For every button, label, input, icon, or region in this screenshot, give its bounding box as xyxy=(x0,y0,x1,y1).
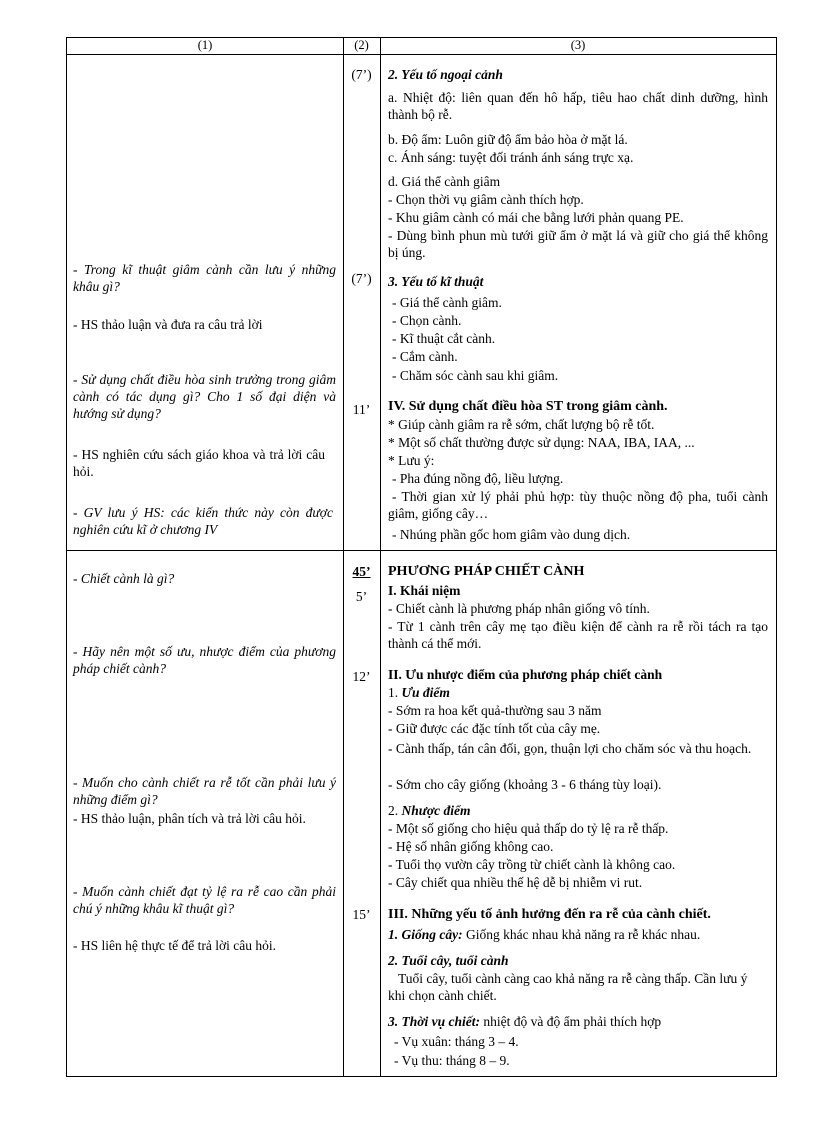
text-regulator-item: - Thời gian xử lý phải phủ hợp: tùy thuộc nồng độ pha, tuổi cành giâm, giống cây… xyxy=(388,489,768,521)
text-factor-season xyxy=(388,1013,661,1030)
time-label: (7’) xyxy=(351,67,372,82)
column-divider xyxy=(380,38,381,1076)
text-regulator-item: * Lưu ý: xyxy=(388,453,435,468)
text-factor-variety xyxy=(388,926,700,943)
answer-practice: - HS liên hệ thực tế để trả lời câu hỏi. xyxy=(73,938,277,953)
text-season-item: - Vụ thu: tháng 8 – 9. xyxy=(394,1053,510,1068)
factor-variety-label: 1. Giống cây: xyxy=(388,927,463,942)
answer-discussion: - HS thảo luận và đưa ra câu trả lời xyxy=(73,317,263,332)
factor-season-text: nhiệt độ và độ ẩm phải thích hợp xyxy=(480,1014,662,1029)
disadvantages-label: Nhược điểm xyxy=(401,803,471,818)
teacher-note: - GV lưu ý HS: các kiến thức này còn được nghiên cứu kĩ ở chương IV xyxy=(73,505,333,537)
heading-advantages xyxy=(388,684,450,701)
col2-header: (2) xyxy=(354,38,369,52)
text-season-item: - Vụ xuân: tháng 3 – 4. xyxy=(394,1034,519,1049)
question-definition: - Chiết cành là gì? xyxy=(73,571,175,586)
text-regulator-item: - Pha đúng nồng độ, liều lượng. xyxy=(392,471,564,486)
text-concept: - Từ 1 cành trên cây mẹ tạo điều kiện để cành ra rễ rồi tách ra tạo thành cá thể mới. xyxy=(388,619,768,651)
text-technical-item: - Kĩ thuật cắt cành. xyxy=(392,331,496,346)
text-substrate-item: - Chọn thời vụ giâm cành thích hợp. xyxy=(388,192,584,207)
col3-header: (3) xyxy=(570,38,586,52)
time-label: 5’ xyxy=(355,589,368,604)
text-advantage: - Sớm cho cây giống (khoảng 3 - 6 tháng tùy loại). xyxy=(388,777,662,792)
text-temperature: a. Nhiệt độ: liên quan đến hô hấp, tiêu hao chất dinh dưỡng, hình thành bộ rễ. xyxy=(388,90,768,122)
text-technical-item: - Chăm sóc cành sau khi giâm. xyxy=(392,368,559,383)
advantages-number: 1. xyxy=(388,685,399,700)
text-advantage: - Sớm ra hoa kết quả-thường sau 3 năm xyxy=(388,703,602,718)
text-concept: - Chiết cành là phương pháp nhân giống vô tính. xyxy=(388,601,650,616)
factor-variety-text: Giống khác nhau khả năng ra rễ khác nhau. xyxy=(462,927,701,942)
question-growth-regulator: - Sử dụng chất điều hòa sinh trưởng trong giâm cành có tác dụng gì? Cho 1 số đại diện và hướng sử dụng? xyxy=(73,372,336,421)
answer-analysis: - HS thảo luận, phân tích và trả lời câu hỏi. xyxy=(73,811,306,826)
factor-season-label: 3. Thời vụ chiết: xyxy=(388,1014,480,1029)
text-technical-item: - Cắm cành. xyxy=(392,349,458,364)
text-substrate-item: - Dùng bình phun mù tưới giữ ẩm ở mặt lá và giữ cho giá thể không bị úng. xyxy=(388,228,768,260)
header-divider xyxy=(67,54,776,55)
heading-technical-factors: 3. Yếu tố kĩ thuật xyxy=(388,274,484,289)
question-technique: - Trong kĩ thuật giâm cành cần lưu ý những khâu gì? xyxy=(73,262,336,294)
heading-rooting-factors: III. Những yếu tố ảnh hưởng đến ra rễ của cành chiết. xyxy=(388,907,711,922)
disadvantages-number: 2. xyxy=(388,803,399,818)
question-pros-cons: - Hãy nên một số ưu, nhược điểm của phương pháp chiết cành? xyxy=(73,644,336,676)
text-substrate-item: - Khu giâm cành có mái che bằng lưới phản quang PE. xyxy=(388,210,684,225)
col1-header: (1) xyxy=(197,38,213,52)
time-label: 11’ xyxy=(352,402,371,417)
section-title: PHƯƠNG PHÁP CHIẾT CÀNH xyxy=(388,564,585,579)
text-light: c. Ánh sáng: tuyệt đối tránh ánh sáng trực xạ. xyxy=(388,150,634,165)
text-advantage: - Giữ được các đặc tính tốt của cây mẹ. xyxy=(388,721,601,736)
text-factor-age: Tuổi cây, tuổi cành càng cao khả năng ra rễ càng thấp. Cần lưu ý khi chọn cành chiết. xyxy=(388,971,748,1003)
text-advantage: - Cành thấp, tán cân đối, gọn, thuận lợi cho chăm sóc và thu hoạch. xyxy=(388,741,752,756)
heading-external-factors: 2. Yếu tố ngoại cảnh xyxy=(388,67,503,82)
text-technical-item: - Chọn cành. xyxy=(392,313,462,328)
text-regulator-item: * Một số chất thường được sử dụng: NAA, IBA, IAA, ... xyxy=(388,435,695,450)
heading-factor-age: 2. Tuổi cây, tuổi cành xyxy=(388,953,509,968)
text-disadvantage: - Cây chiết qua nhiều thế hệ dễ bị nhiễm vi rut. xyxy=(388,875,643,890)
text-regulator-item: * Giúp cành giâm ra rễ sớm, chất lượng bộ rễ tốt. xyxy=(388,417,655,432)
heading-disadvantages xyxy=(388,802,470,819)
text-disadvantage: - Hệ số nhân giống không cao. xyxy=(388,839,554,854)
answer-textbook: - HS nghiên cứu sách giáo khoa và trả lời câu hỏi. xyxy=(73,447,325,479)
text-disadvantage: - Tuổi thọ vườn cây trồng từ chiết cành là không cao. xyxy=(388,857,676,872)
heading-growth-regulator: IV. Sử dụng chất điều hòa ST trong giâm cành. xyxy=(388,399,668,414)
question-technique-rooting: - Muốn cành chiết đạt tỷ lệ ra rễ cao cần phải chú ý những khâu kĩ thuật gì? xyxy=(73,884,336,916)
time-total: 45’ xyxy=(352,564,371,579)
text-substrate: d. Giá thể cành giâm xyxy=(388,174,501,189)
heading-pros-cons: II. Ưu nhược điểm của phương pháp chiết cành xyxy=(388,667,663,682)
time-label: 12’ xyxy=(352,669,371,684)
text-regulator-item: - Nhúng phần gốc hom giâm vào dung dịch. xyxy=(392,527,631,542)
heading-concept: I. Khái niệm xyxy=(388,583,461,598)
time-label: (7’) xyxy=(351,271,372,286)
text-technical-item: - Giá thể cành giâm. xyxy=(392,295,502,310)
advantages-label: Ưu điểm xyxy=(401,685,450,700)
question-rooting: - Muốn cho cành chiết ra rễ tốt cần phải lưu ý những điểm gì? xyxy=(73,775,336,807)
section-divider xyxy=(67,550,776,551)
text-disadvantage: - Một số giống cho hiệu quả thấp do tỷ lệ ra rễ thấp. xyxy=(388,821,669,836)
text-humidity: b. Độ ẩm: Luôn giữ độ ẩm bảo hòa ở mặt lá. xyxy=(388,132,628,147)
time-label: 15’ xyxy=(352,907,371,922)
